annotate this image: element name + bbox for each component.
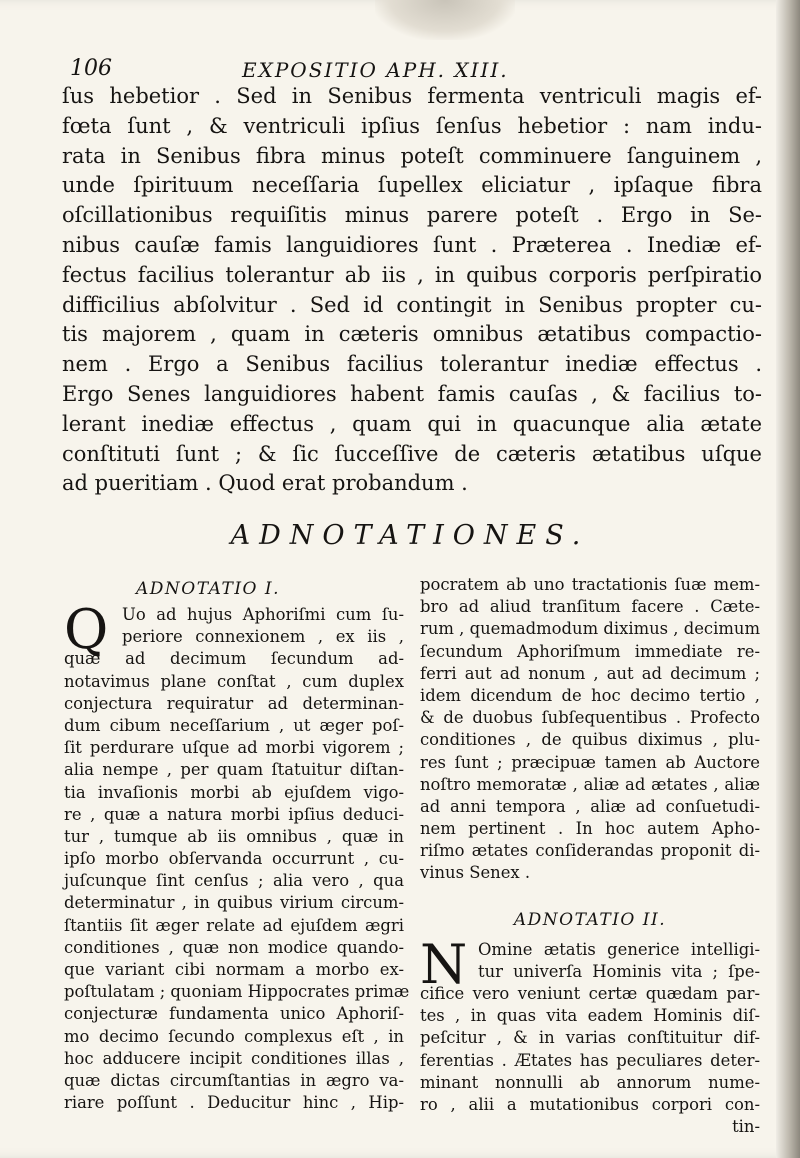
body-text-line: tis majorem , quam in cæteris omnibus ætatibus compactio- bbox=[62, 322, 762, 347]
column-text-line: noſtro memoratæ , aliæ ad ætates , aliæ bbox=[420, 774, 760, 794]
column-text-line: re , quæ a natura morbi ipſius deduci- bbox=[64, 804, 404, 824]
column-text-line: hoc adducere incipit conditiones illas , bbox=[64, 1048, 404, 1068]
column-text-line: poſtulatam ; quoniam Hippocrates primæ bbox=[64, 982, 410, 1002]
column-text-line: ſtantiis ſit æger relate ad ejuſdem ægri bbox=[64, 915, 404, 935]
body-text-line: nem . Ergo a Senibus facilius tolerantur inediæ effectus . bbox=[62, 352, 762, 377]
right-column bbox=[420, 574, 760, 1138]
column-text-line: peſcitur , & in varias conſtituitur dif- bbox=[420, 1028, 760, 1048]
column-text-line: ro , alii a mutationibus corpori con- bbox=[420, 1094, 760, 1114]
annotation-1-body bbox=[64, 598, 410, 1114]
body-text-line: difficilius abſolvitur . Sed id contingit in Senibus propter cu- bbox=[62, 292, 762, 317]
page-edge-shadow bbox=[776, 0, 800, 1158]
annotation-heading-1: ADNOTATIO I. bbox=[136, 579, 280, 599]
column-text-line: ferentias . Ætates has peculiares deter- bbox=[420, 1050, 760, 1070]
column-text-line: tur univerſa Hominis vita ; ſpe- bbox=[478, 961, 760, 981]
column-text-line: riſmo ætates conſiderandas proponit di- bbox=[420, 841, 760, 861]
body-text-line: ſus hebetior . Sed in Senibus fermenta ventriculi magis ef- bbox=[62, 84, 762, 108]
body-text-line: conſtituti ſunt ; & ſic ſucceſſive de cæteris ætatibus uſque bbox=[62, 441, 762, 466]
column-text-line: dum cibum neceſſarium , ut æger poſ- bbox=[64, 715, 404, 735]
column-text-line: determinatur , in quibus virium circum- bbox=[64, 893, 404, 913]
column-text-line: vinus Senex . bbox=[420, 863, 531, 883]
column-text-line: conditiones , de quibus diximus , plu- bbox=[420, 730, 760, 750]
left-column bbox=[64, 574, 410, 1114]
annotation-1-continuation bbox=[420, 574, 760, 885]
column-text-line: conjecturæ fundamenta unico Aphoriſ- bbox=[64, 1004, 404, 1024]
column-text-line: & de duobus ſubſequentibus . Profecto bbox=[420, 708, 760, 728]
column-text-line: pocratem ab uno tractationis ſuæ mem- bbox=[420, 575, 760, 594]
body-text-line: Ergo Senes languidiores habent famis cauſas , & facilius to- bbox=[62, 381, 762, 406]
section-title: ADNOTATIONES. bbox=[230, 520, 590, 551]
drop-cap-n: N bbox=[420, 932, 468, 996]
column-text-line: quæ ad decimum ſecundum ad- bbox=[64, 649, 404, 669]
column-text-line: ferri aut ad nonum , aut ad decimum ; bbox=[420, 663, 760, 683]
annotation-heading-2: ADNOTATIO II. bbox=[513, 909, 667, 930]
annotation-2-lines bbox=[420, 932, 760, 1117]
column-text-line: minant nonnulli ab annorum nume- bbox=[420, 1072, 760, 1092]
column-text-line: ad anni tempora , aliæ ad conſuetudi- bbox=[420, 796, 760, 816]
column-text-line: mo decimo ſecundo complexus eſt , in bbox=[64, 1026, 404, 1046]
page-header bbox=[0, 56, 800, 84]
column-text-line: alia nempe , per quam ſtatuitur diſtan- bbox=[64, 760, 404, 780]
annotation-1-lines bbox=[64, 598, 410, 1114]
body-text-line: unde ſpirituum neceſſaria ſupellex eliciatur , ipſaque fibra bbox=[62, 173, 762, 198]
catchword: tin- bbox=[732, 1117, 760, 1137]
column-text-line: tur , tumque ab iis omnibus , quæ in bbox=[64, 826, 404, 846]
drop-cap-q: Q bbox=[64, 598, 109, 661]
column-text-line: que variant cibi normam a morbo ex- bbox=[64, 960, 404, 979]
column-text-line: rum , quemadmodum diximus , decimum bbox=[420, 619, 760, 639]
column-text-line: idem dicendum de hoc decimo tertio , bbox=[420, 685, 760, 705]
column-text-line: tia invaſionis morbi ab ejuſdem vigo- bbox=[64, 782, 404, 802]
column-text-line: bro ad aliud tranſitum facere . Cæte- bbox=[420, 597, 760, 617]
page-number: 106 bbox=[70, 56, 112, 81]
column-text-line: conditiones , quæ non modice quando- bbox=[64, 937, 404, 957]
column-text-line: Uo ad hujus Aphoriſmi cum ſu- bbox=[122, 605, 404, 624]
column-text-line: periore connexionem , ex iis , bbox=[122, 627, 404, 647]
column-text-line: cifice vero veniunt certæ quædam par- bbox=[420, 984, 760, 1003]
column-text-line: ſecundum Aphoriſmum immediate re- bbox=[420, 641, 760, 661]
body-text-line: ad pueritiam . Quod erat probandum . bbox=[62, 471, 468, 496]
column-text-line: Omine ætatis generice intelligi- bbox=[478, 939, 760, 959]
column-text-line: nem pertinent . In hoc autem Apho- bbox=[420, 819, 760, 839]
body-text-line: oſcillationibus requiſitis minus parere poteſt . Ergo in Se- bbox=[62, 203, 762, 228]
body-text-line: rata in Senibus fibra minus poteſt comminuere ſanguinem , bbox=[62, 143, 762, 168]
column-text-line: juſcunque ſint cenſus ; alia vero , qua bbox=[64, 871, 404, 891]
continuation-paragraph bbox=[62, 82, 762, 499]
column-text-line: ipſo morbo obſervanda occurrunt , cu- bbox=[64, 849, 404, 869]
column-text-line: conjectura requiratur ad determinan- bbox=[64, 693, 404, 713]
column-text-line: res ſunt ; præcipuæ tamen ab Auctore bbox=[420, 752, 760, 772]
column-text-line: tes , in quas vita eadem Hominis diſ- bbox=[420, 1006, 760, 1026]
running-head: EXPOSITIO APH. XIII. bbox=[242, 58, 509, 82]
column-text-line: riare poſſunt . Deducitur hinc , Hip- bbox=[64, 1093, 404, 1113]
water-stain bbox=[375, 0, 515, 40]
column-text-line: quæ dictas circumſtantias in ægro va- bbox=[64, 1070, 404, 1090]
annotation-2-body bbox=[420, 932, 760, 1117]
body-text-line: nibus cauſæ famis languidiores ſunt . Præterea . Inediæ ef- bbox=[62, 232, 762, 257]
column-text-line: ſit perdurare uſque ad morbi vigorem ; bbox=[64, 738, 404, 758]
body-text-line: fectus facilius tolerantur ab iis , in quibus corporis perſpiratio bbox=[62, 262, 762, 287]
body-text-line: fœta ſunt , & ventriculi ipſius ſenſus hebetior : nam indu- bbox=[62, 113, 762, 138]
column-text-line: notavimus plane conſtat , cum duplex bbox=[64, 671, 404, 691]
body-text-line: lerant inediæ effectus , quam qui in quacunque alia ætate bbox=[62, 411, 762, 436]
